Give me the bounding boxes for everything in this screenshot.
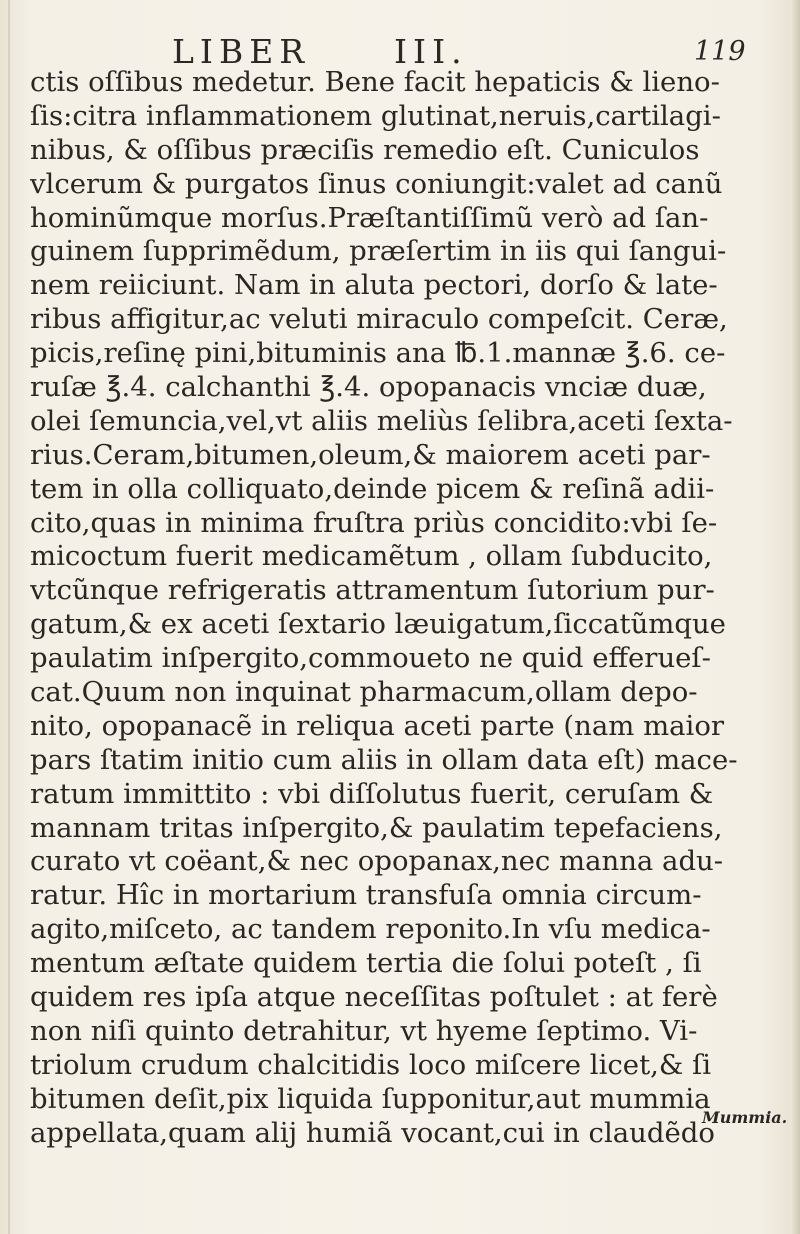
text-line: vtcũnque refrigeratis attramentum ſutorium pur- [30, 574, 715, 607]
text-line: pars ſtatim initio cum aliis in ollam data eſt) mace- [30, 743, 738, 776]
text-line: cito,quas in minima fruſtra priùs concidito:vbi ſe- [30, 506, 718, 539]
text-line: ctis oſſibus medetur. Bene facit hepaticis & lieno- [30, 66, 720, 98]
marginal-note: Mummia. [702, 1108, 788, 1127]
text-line: nibus, & oſſibus præciſis remedio eſt. Cuniculos [30, 133, 700, 166]
gutter-shadow [8, 0, 10, 1234]
text-line: cat.Quum non inquinat pharmacum,ollam depo- [30, 676, 698, 709]
text-line: tem in olla colliquato,deinde picem & reſinã adii- [30, 472, 715, 505]
text-line: quidem res ipſa atque neceſſitas poſtulet : at ferè [30, 981, 718, 1014]
text-line: rius.Ceram,bitumen,oleum,& maiorem aceti par- [30, 438, 711, 471]
page-number: 119 [694, 36, 746, 67]
text-line: appellata,quam alij humiã vocant,cui in claudẽdo [30, 1116, 715, 1149]
text-line: mentum æſtate quidem tertia die ſolui poteſt , ſi [30, 947, 702, 980]
text-line: nem reiiciunt. Nam in aluta pectori, dorſo & late- [30, 269, 718, 302]
text-line: micoctum fuerit medicamẽtum , ollam ſubducito, [30, 540, 713, 573]
text-line: vlcerum & purgatos ſinus coniungit:valet ad canũ [30, 167, 723, 200]
page-edge [790, 0, 800, 1234]
text-line: ribus affigitur,ac veluti miraculo compeſcit. Ceræ, [30, 303, 728, 336]
text-line: ratur. Hîc in mortarium transfuſa omnia circum- [30, 879, 702, 912]
text-line: ſis:citra inflammationem glutinat,neruis,cartilagi- [30, 99, 721, 132]
text-line: ratum immittito : vbi diſſolutus fuerit, ceruſam & [30, 777, 714, 810]
text-line: nito, opopanacẽ in reliqua aceti parte (nam maior [30, 709, 725, 742]
text-line: picis,reſinę pini,bituminis ana ℔.1.mannæ ℥.6. ce- [30, 337, 726, 370]
text-line: curato vt coëant,& nec opopanax,nec manna adu- [30, 845, 724, 878]
text-line: ruſæ ℥.4. calchanthi ℥.4. opopanacis vnciæ duæ, [30, 371, 707, 404]
text-line: guinem ſupprimẽdum, præſertim in iis qui ſangui- [30, 235, 727, 268]
text-line: paulatim inſpergito,commoueto ne quid efferueſ- [30, 642, 711, 675]
text-line: mannam tritas inſpergito,& paulatim tepefaciens, [30, 811, 723, 844]
text-line: non niſi quinto detrahitur, vt hyeme ſeptimo. Vi- [30, 1014, 698, 1047]
text-line: olei ſemuncia,vel,vt aliis meliùs ſelibra,aceti ſexta- [30, 404, 733, 437]
text-line: triolum crudum chalcitidis loco miſcere licet,& ſi [30, 1048, 712, 1081]
text-line: agito,miſceto, ac tandem reponito.In vſu medica- [30, 913, 711, 946]
text-line: hominũmque morſus.Præſtantiſſimũ verò ad ſan- [30, 201, 709, 234]
body-text [30, 66, 745, 1151]
book-number: III. [394, 32, 468, 71]
running-title: LIBER [172, 32, 311, 71]
text-line: bitumen deſit,pix liquida ſupponitur,aut mummia [30, 1082, 711, 1115]
text-line: gatum,& ex aceti ſextario læuigatum,ſiccatũmque [30, 608, 726, 641]
